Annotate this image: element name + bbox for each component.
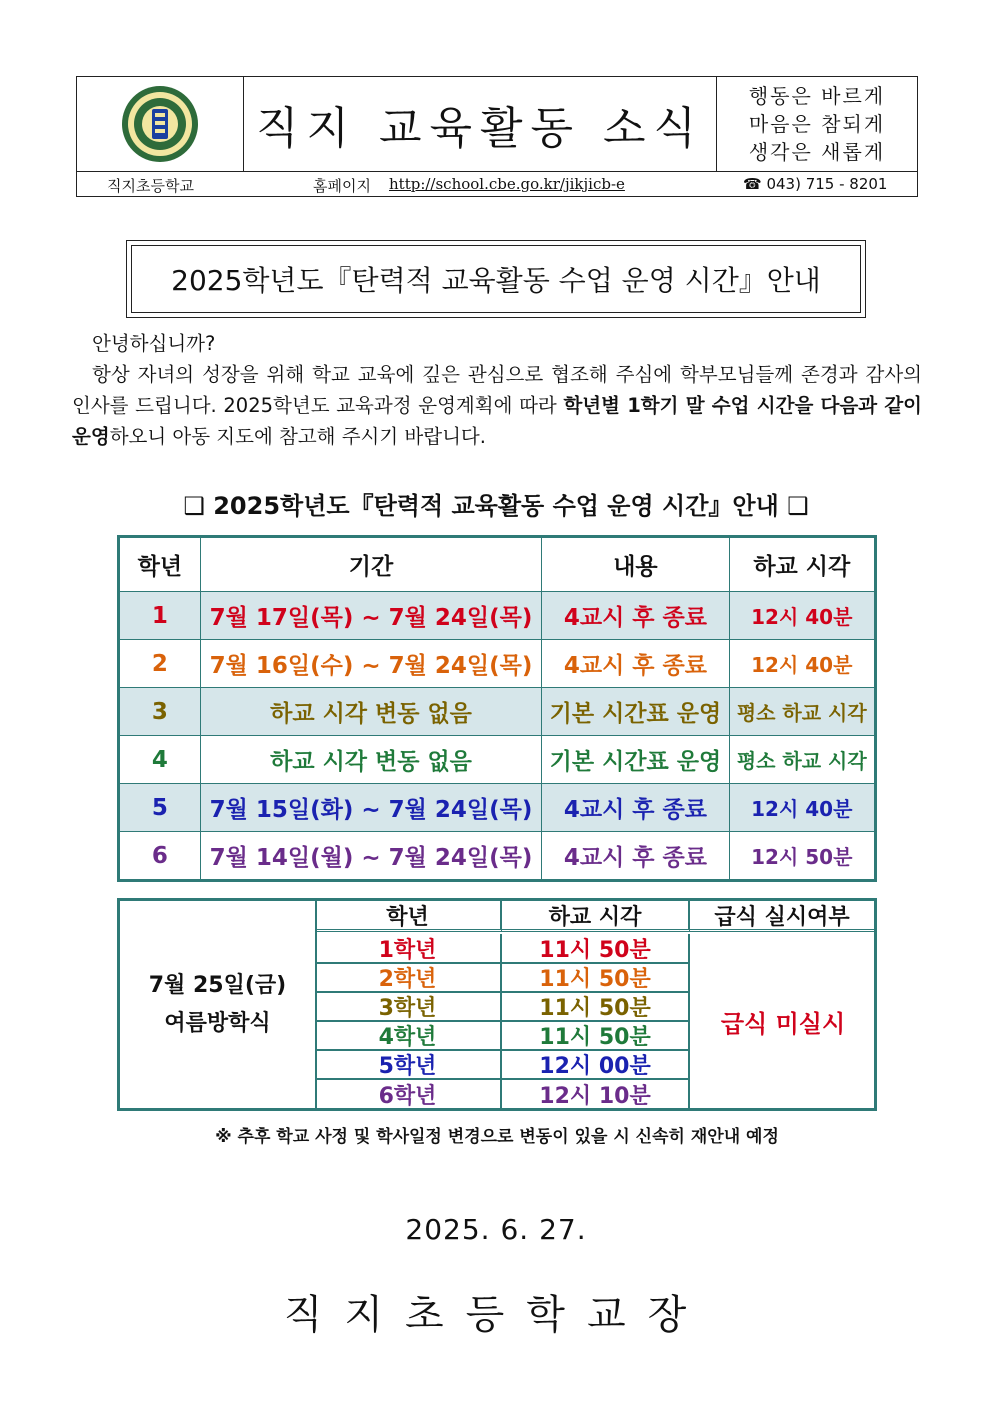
table-row xyxy=(119,784,876,832)
grade-cell: 2학년 xyxy=(315,963,502,993)
column-header: 내용 xyxy=(542,537,729,592)
content-cell: 4교시 후 종료 xyxy=(542,784,729,832)
homepage-link[interactable]: http://school.cbe.go.kr/jikjicb-e xyxy=(389,175,625,193)
notice-title: 2025학년도『탄력적 교육활동 수업 운영 시간』안내 xyxy=(131,245,861,313)
period-cell: 7월 17일(목) ~ 7월 24일(목) xyxy=(200,592,542,640)
dismissal-time-cell: 평소 하교 시각 xyxy=(729,736,875,784)
dismissal-time-cell: 12시 40분 xyxy=(729,784,875,832)
table-row xyxy=(119,592,876,640)
dismissal-time-cell: 12시 40분 xyxy=(729,592,875,640)
principal-signature: 직지초등학교장 xyxy=(283,1292,709,1338)
grade-cell: 6학년 xyxy=(315,1079,502,1109)
table-heading: ❑ 2025학년도『탄력적 교육활동 수업 운영 시간』안내 ❑ xyxy=(183,492,809,520)
dismissal-time-cell: 11시 50분 xyxy=(502,1021,690,1051)
closing-day-table xyxy=(117,898,877,1111)
content-cell: 4교시 후 종료 xyxy=(542,640,729,688)
period-cell: 7월 16일(수) ~ 7월 24일(목) xyxy=(200,640,542,688)
dismissal-time-cell: 12시 40분 xyxy=(729,640,875,688)
table-row xyxy=(119,736,876,784)
grade-cell: 4 xyxy=(119,736,201,784)
dismissal-time-cell: 12시 50분 xyxy=(729,832,875,881)
letter-emphasis: 학년별 1학기 말 수업 시간을 다음과 같이 운영 xyxy=(72,394,922,448)
closing-event xyxy=(120,901,317,1108)
school-name: 직지초등학교 xyxy=(107,177,194,195)
content-cell: 기본 시간표 운영 xyxy=(542,688,729,736)
table-header-row xyxy=(119,537,876,592)
letter-paragraph xyxy=(72,359,922,452)
letter-body xyxy=(72,328,922,452)
dismissal-time-cell: 평소 하교 시각 xyxy=(729,688,875,736)
greeting: 안녕하십니까? xyxy=(92,332,216,355)
content-cell: 4교시 후 종료 xyxy=(542,832,729,881)
school-logo xyxy=(77,77,244,171)
notice-title-box xyxy=(126,240,866,318)
event-date: 7월 25일(금) xyxy=(148,972,287,998)
content-cell: 기본 시간표 운영 xyxy=(542,736,729,784)
newsletter-header xyxy=(76,76,918,197)
newsletter-title: 직지 교육활동 소식 xyxy=(244,77,717,171)
header-info-bar xyxy=(77,171,917,197)
event-name: 여름방학식 xyxy=(164,1010,271,1036)
phone-number: ☎ 043) 715 - 8201 xyxy=(743,175,888,193)
grade-cell: 3 xyxy=(119,688,201,736)
issue-date: 2025. 6. 27. xyxy=(405,1213,587,1246)
motto-line: 행동은 바르게 xyxy=(748,84,886,108)
content-cell: 4교시 후 종료 xyxy=(542,592,729,640)
grade-cell: 5학년 xyxy=(315,1050,502,1080)
column-header: 기간 xyxy=(200,537,542,592)
motto-line: 생각은 새롭게 xyxy=(748,140,886,164)
table-row xyxy=(119,640,876,688)
dismissal-time-cell: 11시 50분 xyxy=(502,963,690,993)
table-row xyxy=(119,832,876,881)
letter-text: 항상 자녀의 성장을 위해 학교 교육에 깊은 관심으로 협조해 주심에 학부모님들께 존경과 감사의 인사를 드립니다. 2025학년도 교육과정 운영계획에 따라 xyxy=(72,363,922,417)
dismissal-time-cell: 11시 50분 xyxy=(502,934,690,964)
footnote: ※ 추후 학교 사정 및 학사일정 변경으로 변동이 있을 시 신속히 재안내 예정 xyxy=(215,1127,779,1147)
meal-status: 급식 미실시 xyxy=(720,1009,846,1038)
column-header: 학년 xyxy=(119,537,201,592)
homepage-label: 홈페이지 xyxy=(313,177,371,195)
period-cell: 7월 14일(월) ~ 7월 24일(목) xyxy=(200,832,542,881)
grade-cell: 5 xyxy=(119,784,201,832)
dismissal-time-cell: 12시 00분 xyxy=(502,1050,690,1080)
school-emblem-icon xyxy=(119,83,201,165)
column-header: 하교 시각 xyxy=(502,901,690,932)
dismissal-time-cell: 12시 10분 xyxy=(502,1079,690,1109)
grade-cell: 4학년 xyxy=(315,1021,502,1051)
column-header: 급식 실시여부 xyxy=(690,901,874,932)
school-motto xyxy=(717,77,917,171)
dismissal-time-cell: 11시 50분 xyxy=(502,992,690,1022)
column-header: 학년 xyxy=(315,901,502,932)
grade-cell: 3학년 xyxy=(315,992,502,1022)
period-cell: 하교 시각 변동 없음 xyxy=(200,736,542,784)
period-cell: 7월 15일(화) ~ 7월 24일(목) xyxy=(200,784,542,832)
column-header: 하교 시각 xyxy=(729,537,875,592)
motto-line: 마음은 참되게 xyxy=(748,112,886,136)
grade-cell: 6 xyxy=(119,832,201,881)
grade-cell: 1학년 xyxy=(315,934,502,964)
grade-cell: 2 xyxy=(119,640,201,688)
grade-cell: 1 xyxy=(119,592,201,640)
letter-text: 하오니 아동 지도에 참고해 주시기 바랍니다. xyxy=(109,425,486,448)
period-cell: 하교 시각 변동 없음 xyxy=(200,688,542,736)
table-row xyxy=(119,688,876,736)
schedule-table xyxy=(117,535,877,882)
